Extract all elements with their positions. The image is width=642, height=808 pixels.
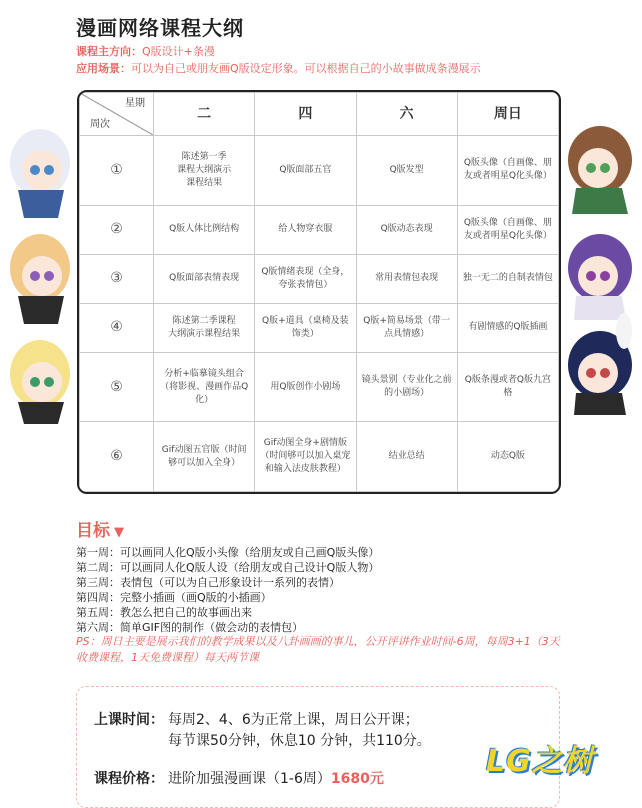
week-number: ④ [80,303,154,352]
goal-item: 第一周：可以画同人化Q版小头像（给朋友或自己画Q版头像） [76,546,380,559]
header-day: 六 [356,93,457,136]
character-left-2-icon [10,234,70,324]
corner-label-weekday: 星期 [125,98,145,109]
table-cell: Q版人体比例结构 [154,205,255,254]
character-right-2-icon [568,234,632,320]
table-header-row [80,93,559,136]
table-cell: Q版头像（自画像、朋友或者明星Q化头像） [457,136,558,206]
table-cell: 有剧情感的Q版插画 [457,303,558,352]
table-cell: Q版情绪表现（全身，夸张表情包） [255,254,356,303]
table-cell: Q版头像（自画像、朋友或者明星Q化头像） [457,205,558,254]
character-right-1-icon [568,126,632,214]
price-value: 1680元 [330,771,384,787]
class-time-label: 上课时间： [94,712,164,728]
watermark-logo: LG之树 [486,744,594,779]
table-cell: Q版+简易场景（带一点具情感） [356,303,457,352]
goal-item: 第三周：表情包（可以为自己形象设计一系列的表情） [76,576,340,589]
triangle-down-icon: ▼ [114,525,124,540]
goal-item: 第四周：完整小插画（画Q版的小插画） [76,591,272,604]
table-row [80,303,559,352]
table-cell: 常用表情包表现 [356,254,457,303]
table-cell: 陈述第二季课程 大纲演示课程结果 [154,303,255,352]
table-cell: Gif动图全身+剧情版（时间够可以加入桌宠和输入法皮肤教程） [255,422,356,492]
week-number: ② [80,205,154,254]
table-row [80,205,559,254]
goal-item: 第五周：教怎么把自己的故事画出来 [76,606,252,619]
table-row [80,254,559,303]
table-cell: Q版面部表情表现 [154,254,255,303]
table-cell: Q版条漫或者Q版九宫格 [457,352,558,422]
price-text: 进阶加强漫画课（1-6周）1680元 [168,771,384,787]
page-title: 漫画网络课程大纲 [76,16,244,40]
character-left-3-icon [10,340,70,424]
week-number: ① [80,136,154,206]
application-scene: 应用场景：可以为自己或朋友画Q版设定形象。可以根据自己的小故事做成条漫展示 [76,62,481,75]
table-row [80,352,559,422]
course-direction: 课程主方向：Q版设计+条漫 [76,45,215,58]
table-row [80,422,559,492]
table-cell: 结业总结 [356,422,457,492]
table-cell: 独一无二的自制表情包 [457,254,558,303]
table-cell: Gif动图五官版（时间够可以加入全身） [154,422,255,492]
goal-item: 第二周：可以画同人化Q版人设（给朋友或自己设计Q版人物） [76,561,380,574]
table-cell: Q版动态表现 [356,205,457,254]
header-day: 二 [154,93,255,136]
header-day: 周日 [457,93,558,136]
table-cell: 镜头景别（专业化之前的小剧场） [356,352,457,422]
character-illustrations-right [552,118,642,418]
goals-title: 目标 ▼ [76,521,124,541]
table-cell: 分析+临摹镜头组合（将影视、漫画作品Q化） [154,352,255,422]
table-cell: Q版面部五官 [255,136,356,206]
table-cell: Q版+道具（桌椅及装饰类） [255,303,356,352]
corner-label-week: 周次 [90,119,110,130]
goal-item: 第六周：简单GIF图的制作（做会动的表情包） [76,621,304,634]
table-cell: 动态Q版 [457,422,558,492]
week-number: ③ [80,254,154,303]
schedule-table [77,90,561,494]
table-corner-cell [80,93,154,136]
header-day: 四 [255,93,356,136]
week-number: ⑥ [80,422,154,492]
class-time-line2: 每节课50分钟，休息10 分钟，共110分。 [168,733,431,749]
week-number: ⑤ [80,352,154,422]
class-time-line1: 每周2、4、6为正常上课，周日公开课； [168,712,419,728]
table-cell: 用Q版创作小剧场 [255,352,356,422]
character-right-3-icon [568,313,632,415]
character-left-1-icon [10,129,70,218]
table-cell: Q版发型 [356,136,457,206]
price-label: 课程价格： [94,771,164,787]
table-row [80,136,559,206]
table-cell: 给人物穿衣服 [255,205,356,254]
table-cell: 陈述第一季 课程大纲演示 课程结果 [154,136,255,206]
ps-note: PS：周日主要是展示我们的教学成果以及八卦画画的事儿，公开评讲作业时间-6周，每周3+1（3天收费课程，1天免费课程）每天两节课 [76,635,560,664]
